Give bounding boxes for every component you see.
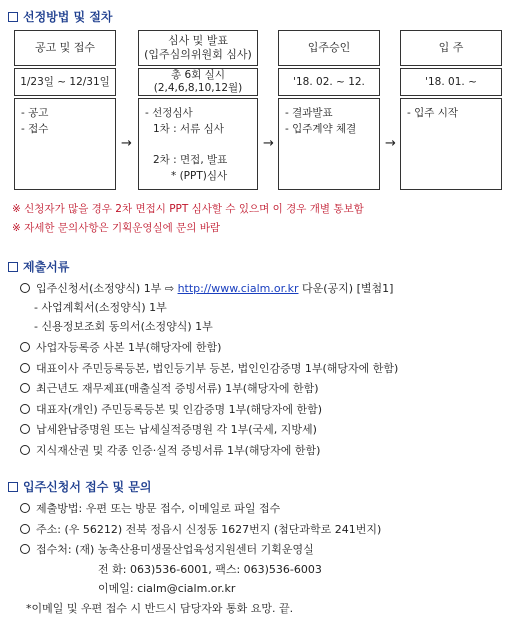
document-item-text: 대표이사 주민등록등본, 법인등기부 등본, 법인인감증명 1부(해당자에 한함) [36, 361, 399, 375]
circle-bullet-icon [20, 503, 30, 513]
section-title-procedure [8, 8, 113, 25]
step-3-details-line: - 결과발표 [285, 107, 333, 119]
application-item-text: 접수처: (재) 농축산용미생물산업육성지원센터 기획운영실 [36, 543, 314, 556]
document-item-text: 납세완납증명원 또는 납세실적증명원 각 1부(국세, 지방세) [36, 423, 317, 436]
circle-bullet-icon [20, 383, 30, 393]
checkbox-icon [8, 482, 18, 492]
document-item-1 [20, 280, 393, 296]
step-3-title-line: 입주승인 [307, 41, 351, 55]
circle-bullet-icon [20, 342, 30, 352]
application-item [20, 500, 280, 516]
contact-phone: 전 화: 063)536-6001, 팩스: 063)536-6003 [98, 563, 322, 576]
document-item [20, 380, 319, 396]
circle-bullet-icon [20, 544, 30, 554]
note-2: ※ 자세한 문의사항은 기획운영실에 문의 바람 [12, 222, 221, 234]
step-4-details [400, 98, 502, 190]
arrow-right-icon: → [263, 136, 274, 151]
document-subitem-1: - 사업계획서(소정양식) 1부 [34, 301, 167, 314]
step-2-title [138, 30, 258, 66]
step-2-details-line [145, 138, 251, 152]
step-4-title-line: 입 주 [438, 41, 464, 55]
circle-bullet-icon [20, 404, 30, 414]
document-subitem-2: - 신용정보조회 동의서(소정양식) 1부 [34, 320, 213, 333]
step-3-period [278, 68, 380, 96]
document-item-text: 지식재산권 및 각종 인증·실적 증빙서류 1부(해당자에 한함) [36, 443, 321, 457]
step-3-details-line: - 입주계약 체결 [285, 123, 357, 136]
application-item [20, 541, 314, 557]
step-1-title [14, 30, 116, 66]
step-1-details [14, 98, 116, 190]
section-title-text: 입주신청서 접수 및 문의 [23, 480, 152, 494]
document-item [20, 401, 322, 417]
document-item-text: 입주신청서(소정양식) 1부 ⇨ [36, 282, 175, 295]
checkbox-icon [8, 262, 18, 272]
step-1-details-line: - 공고 [21, 107, 49, 119]
circle-bullet-icon [20, 363, 30, 373]
section-title-application [8, 478, 151, 495]
step-3-details [278, 98, 380, 190]
step-4-period-line: '18. 01. ~ [425, 75, 477, 88]
checkbox-icon [8, 12, 18, 22]
application-item-text: 주소: (우 56212) 전북 정읍시 신정동 1627번지 (첨단과학로 241번지) [36, 522, 382, 536]
document-item-suffix: 다운(공지) [별첨1] [301, 282, 394, 295]
circle-bullet-icon [20, 445, 30, 455]
step-2-title-line: (입주심의위원회 심사) [144, 48, 252, 61]
step-1-period [14, 68, 116, 96]
section-title-text: 선정방법 및 절차 [23, 10, 113, 24]
application-item [20, 521, 381, 537]
note-1: ※ 신청자가 많을 경우 2차 면접시 PPT 심사할 수 있으며 이 경우 개별 통보함 [12, 203, 364, 215]
step-2-details [138, 98, 258, 190]
document-item-text: 최근년도 재무제표(매출실적 증빙서류) 1부(해당자에 한함) [36, 382, 319, 395]
step-4-period [400, 68, 502, 96]
step-3-period-line: '18. 02. ~ 12. [293, 75, 365, 88]
step-2-details-line: 2차 : 면접, 발표 [153, 153, 228, 166]
circle-bullet-icon [20, 424, 30, 434]
step-4-title [400, 30, 502, 66]
step-1-period-line: 1/23일 ~ 12/31일 [20, 75, 110, 88]
document-item-text: 사업자등록증 사본 1부(해당자에 한함) [36, 341, 222, 354]
circle-bullet-icon [20, 524, 30, 534]
step-2-details-line: - 선정심사 [145, 107, 193, 119]
step-1-title-line: 공고 및 접수 [34, 41, 96, 55]
step-2-title-line: 심사 및 발표 [167, 34, 229, 48]
step-3-title [278, 30, 380, 66]
document-item [20, 421, 317, 437]
step-4-details-line: - 입주 시작 [407, 107, 459, 119]
section-title-documents [8, 258, 69, 275]
arrow-right-icon: → [385, 136, 396, 151]
step-2-period-line: (2,4,6,8,10,12월) [153, 82, 243, 94]
step-2-period [138, 68, 258, 96]
section-title-text: 제출서류 [23, 260, 70, 274]
contact-email: 이메일: cialm@cialm.or.kr [98, 582, 236, 595]
document-item-text: 대표자(개인) 주민등록등본 및 인감증명 1부(해당자에 한함) [36, 402, 323, 416]
step-1-details-line: - 접수 [21, 123, 49, 136]
circle-bullet-icon [20, 283, 30, 293]
document-item [20, 339, 221, 355]
website-link[interactable]: http://www.cialm.or.kr [177, 282, 299, 295]
document-item [20, 360, 398, 376]
closing-note: *이메일 및 우편 접수 시 반드시 담당자와 통화 요망. 끝. [26, 602, 294, 615]
step-2-details-line: * (PPT)심사 [171, 169, 228, 182]
document-item [20, 442, 320, 458]
step-2-period-line: 총 6회 실시 [171, 69, 225, 82]
arrow-right-icon: → [121, 136, 132, 151]
application-item-text: 제출방법: 우편 또는 방문 접수, 이메일로 파일 접수 [36, 502, 281, 515]
step-2-details-line: 1차 : 서류 심사 [153, 123, 224, 136]
